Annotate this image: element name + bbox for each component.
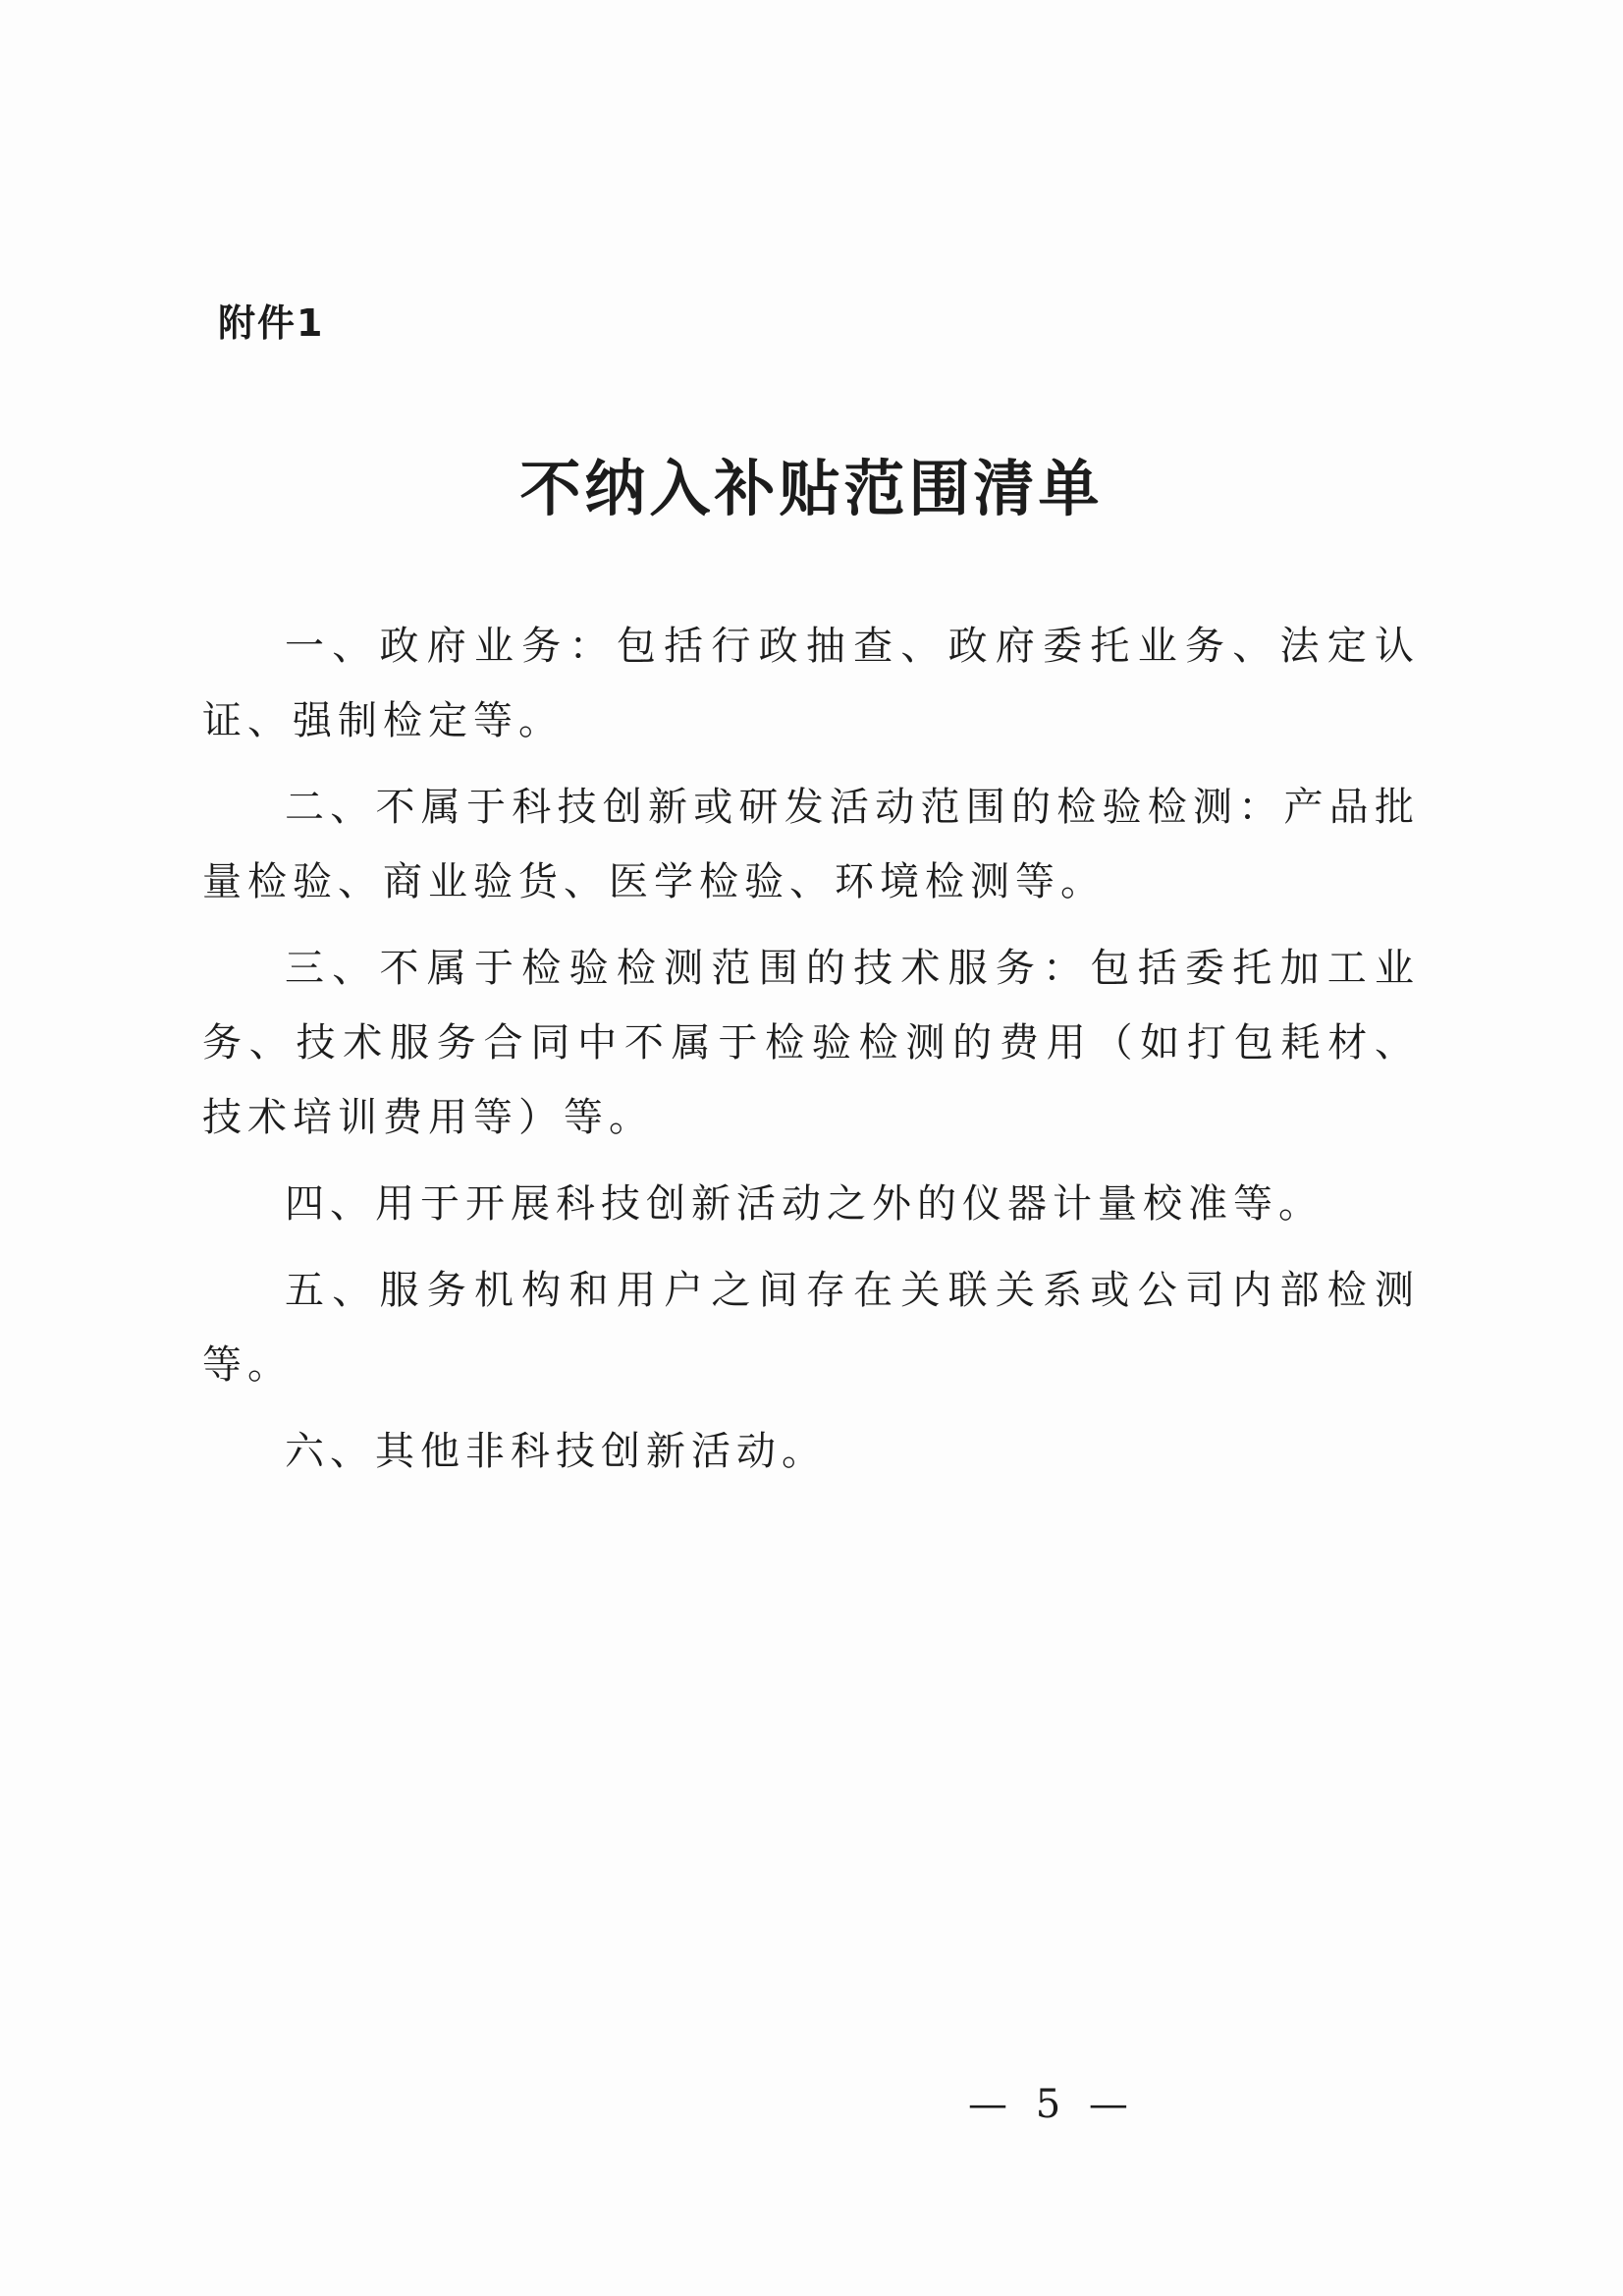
list-item: 五、服务机构和用户之间存在关联关系或公司内部检测等。	[202, 1268, 1420, 1388]
page-number: — 5 —	[968, 2082, 1136, 2127]
document-title: 不纳入补贴范围清单	[519, 453, 1104, 524]
list-item: 三、不属于检验检测范围的技术服务：包括委托加工业务、技术服务合同中不属于检验检测的费用（如打包耗材、技术培训费用等）等。	[202, 946, 1420, 1140]
document-body	[202, 609, 1420, 1501]
attachment-label: 附件1	[218, 301, 325, 345]
list-item: 六、其他非科技创新活动。	[285, 1429, 827, 1474]
list-item: 一、政府业务：包括行政抽查、政府委托业务、法定认证、强制检定等。	[202, 624, 1420, 743]
list-item: 二、不属于科技创新或研发活动范围的检验检测：产品批量检验、商业验货、医学检验、环境检测等。	[202, 785, 1420, 904]
list-item: 四、用于开展科技创新活动之外的仪器计量校准等。	[285, 1181, 1324, 1227]
